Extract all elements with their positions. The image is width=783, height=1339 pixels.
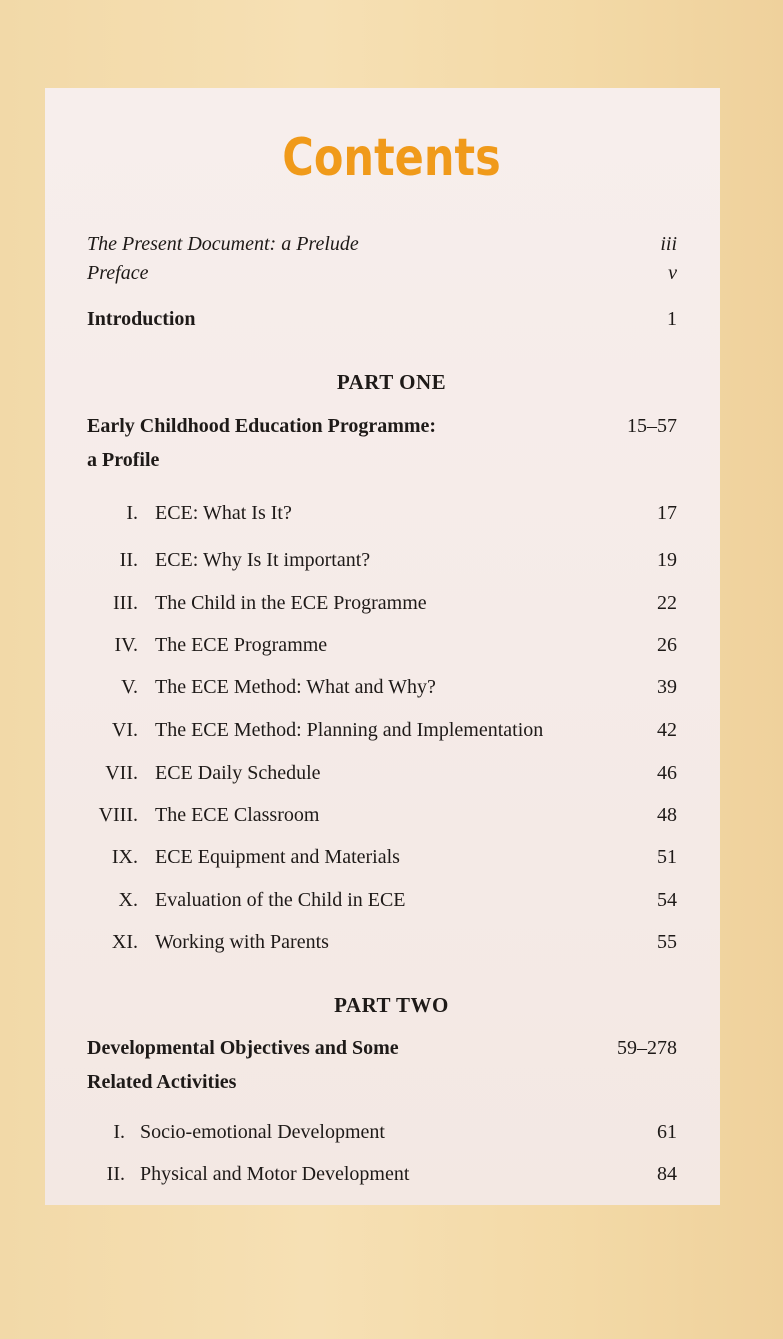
chapter-page: 61 bbox=[657, 1121, 677, 1143]
chapter-page: 17 bbox=[657, 502, 677, 524]
chapter-num: I. bbox=[113, 1121, 125, 1143]
chapter-page: 22 bbox=[657, 592, 677, 614]
chapter-page: 19 bbox=[657, 549, 677, 571]
chapter-num: XI. bbox=[111, 931, 138, 953]
chapter-num: II. bbox=[119, 549, 138, 571]
section-pages: 15–57 bbox=[627, 415, 677, 437]
chapter-num: II. bbox=[106, 1163, 125, 1185]
chapter-num: IV. bbox=[114, 634, 138, 656]
chapter-label: Working with Parents bbox=[155, 931, 329, 953]
chapter-page: 39 bbox=[657, 676, 677, 698]
chapter-num: V. bbox=[121, 676, 138, 698]
entry-page: v bbox=[668, 262, 677, 284]
chapter-label: The ECE Method: What and Why? bbox=[155, 676, 436, 698]
chapter-num: VIII. bbox=[98, 804, 138, 826]
section-title-line1: Developmental Objectives and Some bbox=[87, 1037, 399, 1059]
entry-label: Introduction bbox=[87, 308, 196, 330]
chapter-page: 55 bbox=[657, 931, 677, 953]
chapter-label: Evaluation of the Child in ECE bbox=[155, 889, 406, 911]
section-title-line2: Related Activities bbox=[87, 1071, 237, 1093]
chapter-label: The ECE Classroom bbox=[155, 804, 320, 826]
chapter-page: 54 bbox=[657, 889, 677, 911]
chapter-page: 48 bbox=[657, 804, 677, 826]
part-one-heading: PART ONE bbox=[336, 370, 447, 394]
chapter-num: I. bbox=[126, 502, 138, 524]
chapter-label: ECE Equipment and Materials bbox=[155, 846, 400, 868]
section-pages: 59–278 bbox=[617, 1037, 677, 1059]
section-title-line1: Early Childhood Education Programme: bbox=[87, 415, 437, 437]
chapter-page: 46 bbox=[657, 762, 677, 784]
chapter-num: IX. bbox=[111, 846, 138, 868]
chapter-label: The Child in the ECE Programme bbox=[155, 592, 427, 614]
entry-label: The Present Document: a Prelude bbox=[87, 233, 359, 255]
chapter-page: 26 bbox=[657, 634, 677, 656]
contents-title: Contents bbox=[282, 128, 501, 188]
chapter-label: Socio-emotional Development bbox=[140, 1121, 385, 1143]
chapter-label: The ECE Method: Planning and Implementation bbox=[155, 719, 544, 741]
entry-page: 1 bbox=[667, 308, 677, 330]
chapter-label: Physical and Motor Development bbox=[140, 1163, 410, 1185]
chapter-page: 51 bbox=[657, 846, 677, 868]
part-two-heading: PART TWO bbox=[334, 993, 449, 1017]
chapter-label: The ECE Programme bbox=[155, 634, 328, 656]
chapter-page: 84 bbox=[657, 1163, 677, 1185]
chapter-label: ECE Daily Schedule bbox=[155, 762, 321, 784]
entry-label: Preface bbox=[87, 262, 149, 284]
chapter-num: VI. bbox=[111, 719, 138, 741]
chapter-num: X. bbox=[118, 889, 138, 911]
chapter-num: III. bbox=[113, 592, 138, 614]
chapter-page: 42 bbox=[657, 719, 677, 741]
chapter-label: ECE: What Is It? bbox=[155, 502, 292, 524]
entry-page: iii bbox=[660, 233, 677, 255]
chapter-num: VII. bbox=[105, 762, 138, 784]
section-title-line2: a Profile bbox=[87, 449, 160, 471]
chapter-label: ECE: Why Is It important? bbox=[155, 549, 371, 571]
